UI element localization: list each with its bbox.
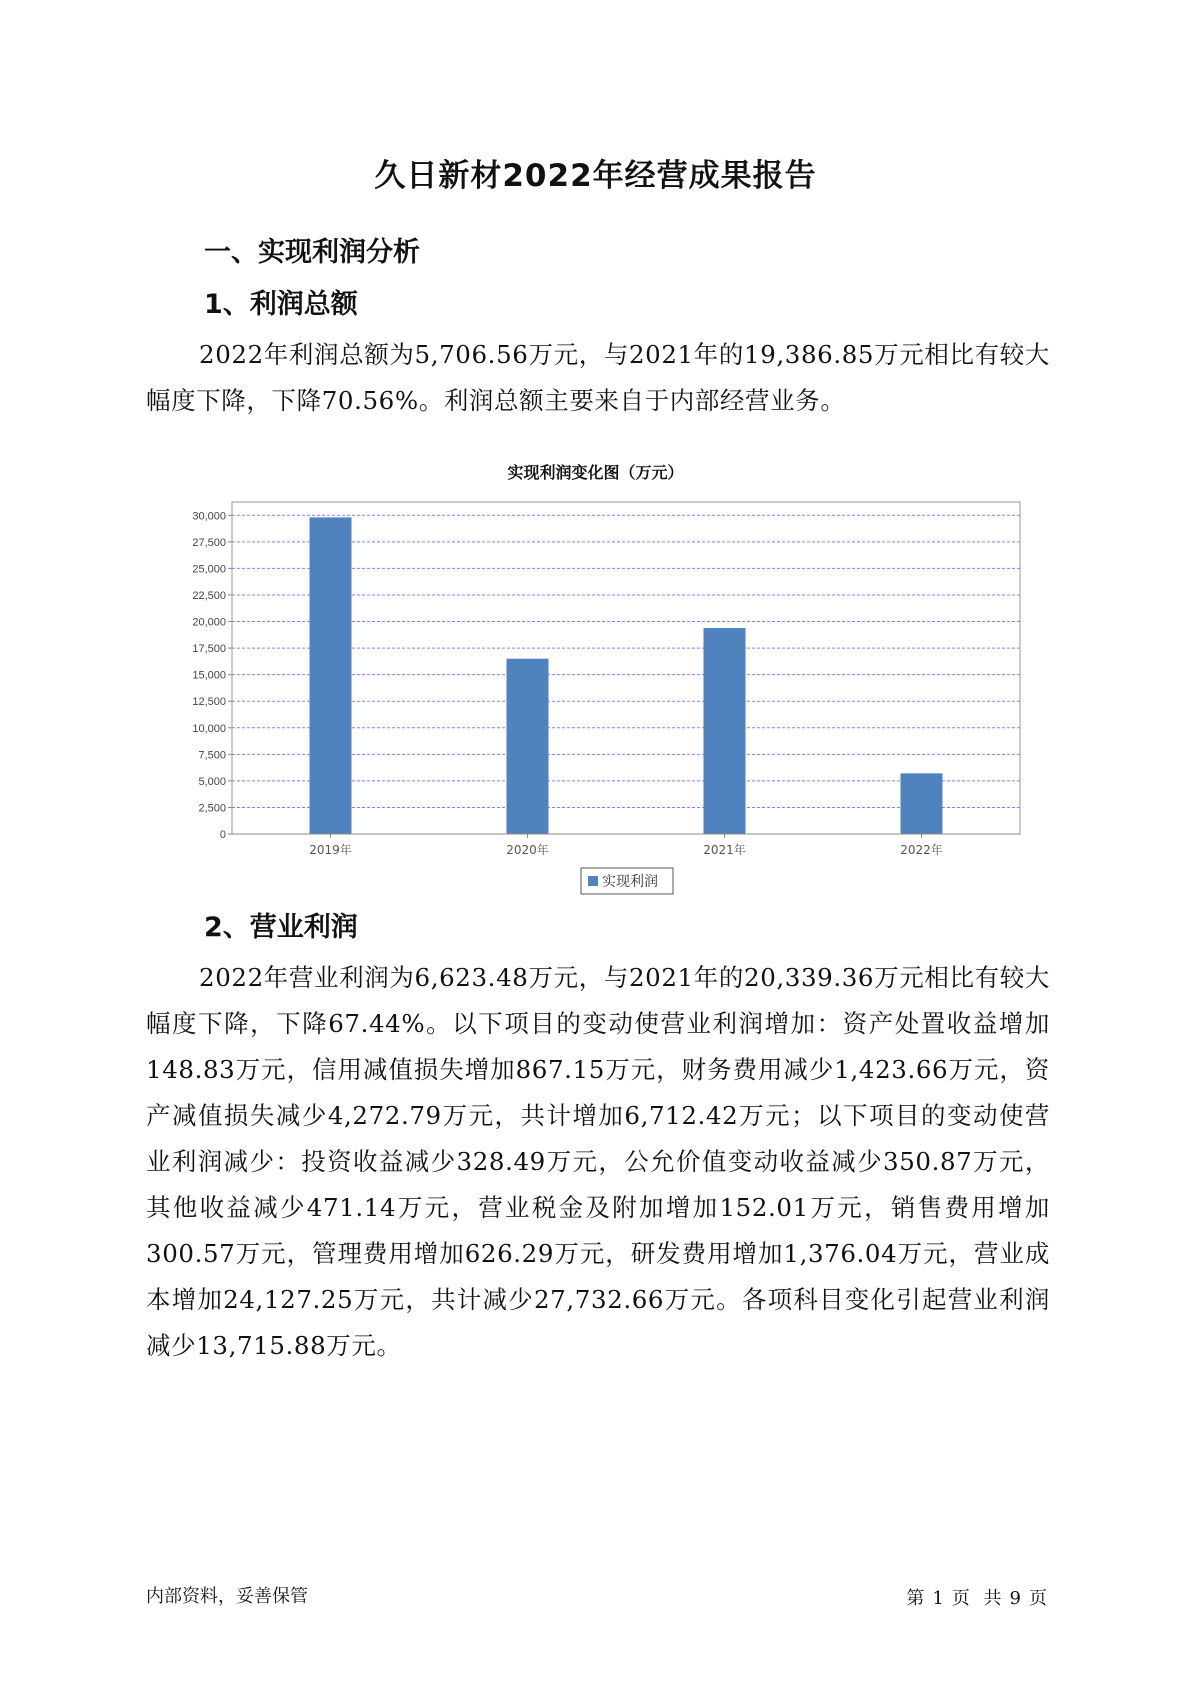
x-tick-label: 2022年 bbox=[900, 843, 943, 857]
page-title: 久日新材2022年经营成果报告 bbox=[374, 158, 817, 194]
paragraph-total-profit: 2022年利润总额为5,706.56万元，与2021年的19,386.85万元相比有较大幅度下降，下降70.56%。利润总额主要来自于内部经营业务。 bbox=[146, 340, 1050, 415]
bar-2022年 bbox=[901, 773, 943, 834]
bar-2020年 bbox=[507, 659, 549, 834]
y-tick-label: 12,500 bbox=[192, 696, 226, 709]
x-tick-label: 2020年 bbox=[506, 843, 549, 857]
page-total: 9 bbox=[1009, 1588, 1021, 1609]
x-tick-label: 2019年 bbox=[309, 843, 352, 857]
subsection-heading-operating-profit: 2、营业利润 bbox=[204, 912, 358, 943]
page-number bbox=[902, 1584, 1051, 1610]
legend-swatch bbox=[588, 876, 598, 886]
y-tick-label: 20,000 bbox=[192, 616, 226, 629]
profit-bar-chart bbox=[150, 490, 1050, 890]
paragraph-operating-profit: 2022年营业利润为6,623.48万元，与2021年的20,339.36万元相比有较大幅度下降，下降67.44%。以下项目的变动使营业利润增加：资产处置收益增加148.83万元，信用减值损失增加867.15万元，财务费用减少1,423.66万元，资产减值损失减少4,272.79万元，共计增加6,712.42万元；以下项目的变动使营业利润减少：投资收益减少328.49万元，公允价值变动收益减少350.87万元，其他收益减少471.14万元，营业税金及附加增加152.01万元，销售费用增加300.57万元，管理费用增加626.29万元，研发费用增加1,376.04万元，营业成本增加24,127.25万元，共计减少27,732.66万元。各项科目变化引起营业利润减少13,715.88万元。 bbox=[146, 963, 1050, 1360]
y-tick-label: 30,000 bbox=[192, 510, 226, 523]
page-mid: 页 bbox=[951, 1588, 970, 1609]
y-tick-label: 25,000 bbox=[192, 563, 226, 576]
y-tick-label: 7,500 bbox=[198, 749, 226, 762]
page-current: 1 bbox=[932, 1588, 944, 1609]
footer-confidential-note: 内部资料，妥善保管 bbox=[146, 1586, 308, 1607]
subsection-heading-total-profit: 1、利润总额 bbox=[204, 289, 358, 320]
y-tick-label: 10,000 bbox=[192, 722, 226, 735]
y-tick-label: 22,500 bbox=[192, 589, 226, 602]
y-tick-label: 15,000 bbox=[192, 669, 226, 682]
bar-2021年 bbox=[704, 628, 746, 834]
page-total-prefix: 共 bbox=[983, 1588, 1002, 1609]
y-tick-label: 0 bbox=[219, 829, 226, 841]
page-prefix: 第 bbox=[906, 1588, 925, 1609]
y-tick-label: 5,000 bbox=[198, 775, 226, 788]
y-tick-label: 17,500 bbox=[192, 643, 226, 656]
y-tick-label: 27,500 bbox=[192, 536, 226, 549]
y-tick-label: 2,500 bbox=[198, 802, 226, 815]
page-suffix: 页 bbox=[1029, 1588, 1047, 1609]
legend-label: 实现利润 bbox=[602, 874, 658, 890]
bar-2019年 bbox=[310, 517, 352, 834]
chart-title: 实现利润变化图（万元） bbox=[507, 463, 684, 482]
section-heading: 一、实现利润分析 bbox=[204, 237, 420, 268]
x-tick-label: 2021年 bbox=[703, 843, 746, 857]
